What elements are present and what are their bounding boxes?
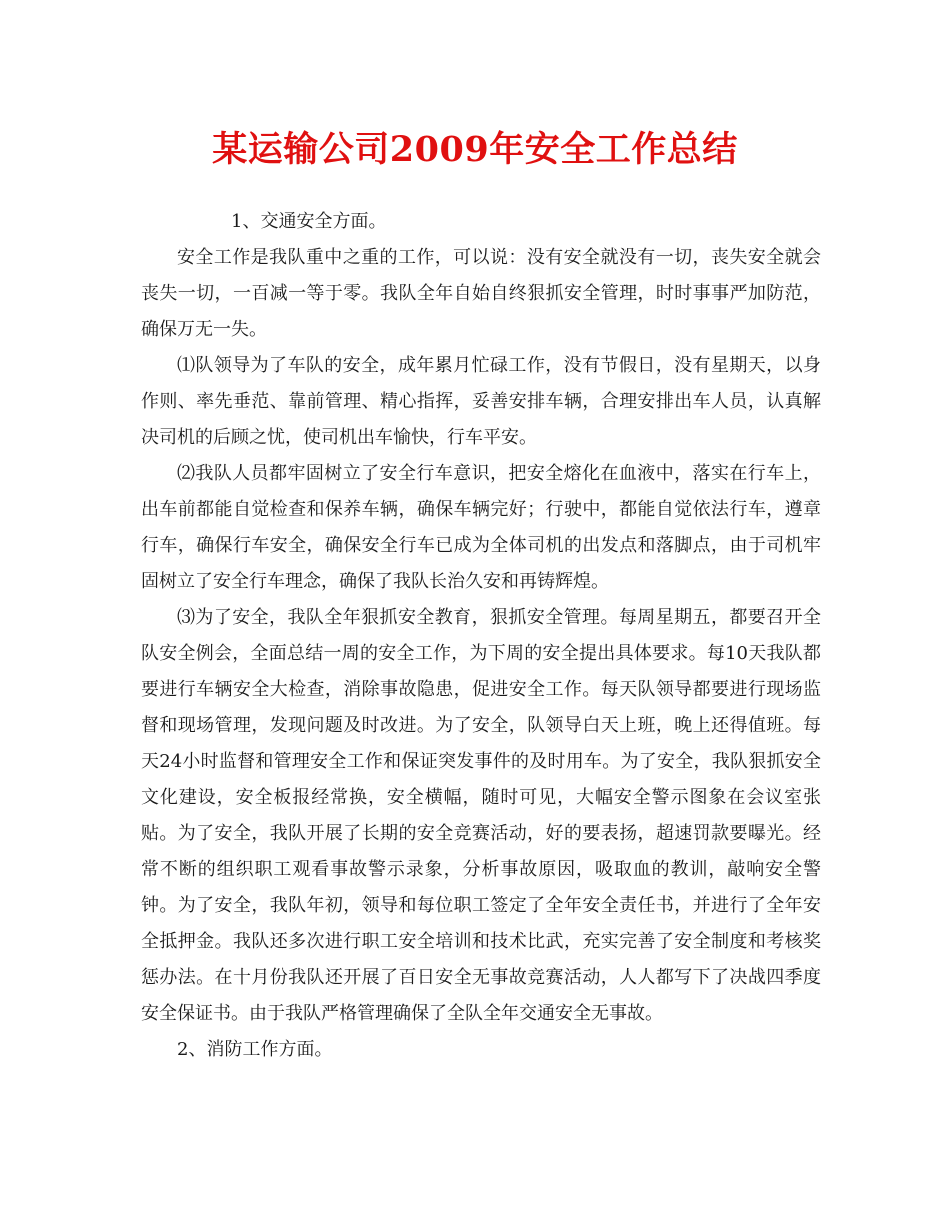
section-heading-fire-safety: 2、消防工作方面。: [177, 1039, 333, 1060]
document-title: 某运输公司2009年安全工作总结: [212, 129, 738, 170]
section-heading-traffic-safety: 1、交通安全方面。: [231, 211, 387, 232]
paragraph-safety-intro: 安全工作是我队重中之重的工作，可以说：没有安全就没有一切，丧失安全就会丧失一切，一百减一等于零。我队全年自始自终狠抓安全管理，时时事事严加防范，确保万无一失。: [141, 247, 821, 340]
paragraph-item-2: ⑵我队人员都牢固树立了安全行车意识，把安全熔化在血液中，落实在行车上，出车前都能自觉检查和保养车辆，确保车辆完好；行驶中，都能自觉依法行车，遵章行车，确保行车安全，确保安全行车已成为全体司机的出发点和落脚点，由于司机牢固树立了安全行车理念，确保了我队长治久安和再铸辉煌。: [141, 463, 821, 592]
document-body: [141, 204, 821, 1068]
paragraph-item-3: ⑶为了安全，我队全年狠抓安全教育，狠抓安全管理。每周星期五，都要召开全队安全例会，全面总结一周的安全工作，为下周的安全提出具体要求。每10天我队都要进行车辆安全大检查，消除事故隐患，促进安全工作。每天队领导都要进行现场监督和现场管理，发现问题及时改进。为了安全，队领导白天上班，晚上还得值班。每天24小时监督和管理安全工作和保证突发事件的及时用车。为了安全，我队狠抓安全文化建设，安全板报经常换，安全横幅，随时可见，大幅安全警示图象在会议室张贴。为了安全，我队开展了长期的安全竞赛活动，好的要表扬，超速罚款要曝光。经常不断的组织职工观看事故警示录象，分析事故原因，吸取血的教训，敲响安全警钟。为了安全，我队年初，领导和每位职工签定了全年安全责任书，并进行了全年安全抵押金。我队还多次进行职工安全培训和技术比武，充实完善了安全制度和考核奖惩办法。在十月份我队还开展了百日安全无事故竞赛活动，人人都写下了决战四季度安全保证书。由于我队严格管理确保了全队全年交通安全无事故。: [141, 607, 821, 1024]
paragraph-item-1: ⑴队领导为了车队的安全，成年累月忙碌工作，没有节假日，没有星期天，以身作则、率先垂范、靠前管理、精心指挥，妥善安排车辆，合理安排出车人员，认真解决司机的后顾之忧，使司机出车愉快，行车平安。: [141, 355, 821, 448]
